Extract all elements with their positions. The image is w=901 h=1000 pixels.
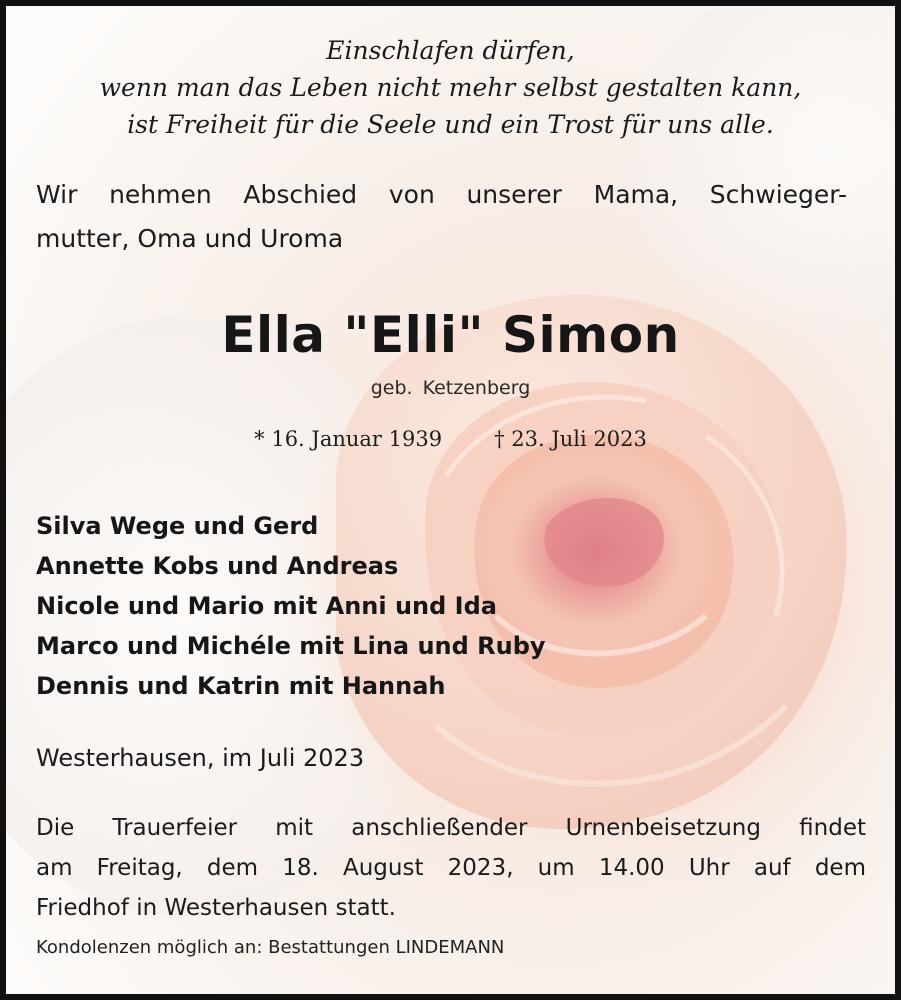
deceased-name: Ella "Elli" Simon	[221, 306, 680, 364]
death-date: † 23. Juli 2023	[494, 427, 647, 451]
place-and-date: Westerhausen, im Juli 2023	[36, 744, 365, 772]
birth-name: geb. Ketzenberg	[370, 377, 531, 399]
mourner-line: Nicole und Mario mit Anni und Ida	[36, 592, 497, 620]
poem	[46, 32, 855, 143]
mourner-line: Silva Wege und Gerd	[36, 512, 319, 540]
mourner-line: Annette Kobs und Andreas	[36, 552, 399, 580]
mourner-line: Marco und Michéle mit Lina und Ruby	[36, 632, 546, 660]
poem-line: ist Freiheit für die Seele und ein Trost für uns alle.	[127, 110, 774, 139]
ceremony-line: am Freitag, dem 18. August 2023, um 14.00 Uhr auf dem	[36, 855, 866, 881]
mourner-line: Dennis und Katrin mit Hannah	[36, 672, 446, 700]
poem-line: wenn man das Leben nicht mehr selbst gestalten kann,	[99, 73, 802, 102]
life-dates	[6, 424, 895, 454]
ceremony-line: Friedhof in Westerhausen statt.	[36, 895, 396, 921]
intro-line: mutter, Oma und Uroma	[36, 224, 344, 253]
intro-line: Wir nehmen Abschied von unserer Mama, Schwieger-	[36, 180, 847, 209]
condolences-note: Kondolenzen möglich an: Bestattungen LINDEMANN	[36, 937, 505, 958]
notice-content	[6, 6, 895, 994]
birth-date: * 16. Januar 1939	[254, 427, 443, 451]
poem-line: Einschlafen dürfen,	[326, 36, 575, 65]
farewell-intro	[36, 173, 847, 261]
ceremony-line: Die Trauerfeier mit anschließender Urnenbeisetzung findet	[36, 815, 866, 841]
ceremony-info	[36, 808, 866, 928]
mourners-list	[36, 506, 796, 706]
